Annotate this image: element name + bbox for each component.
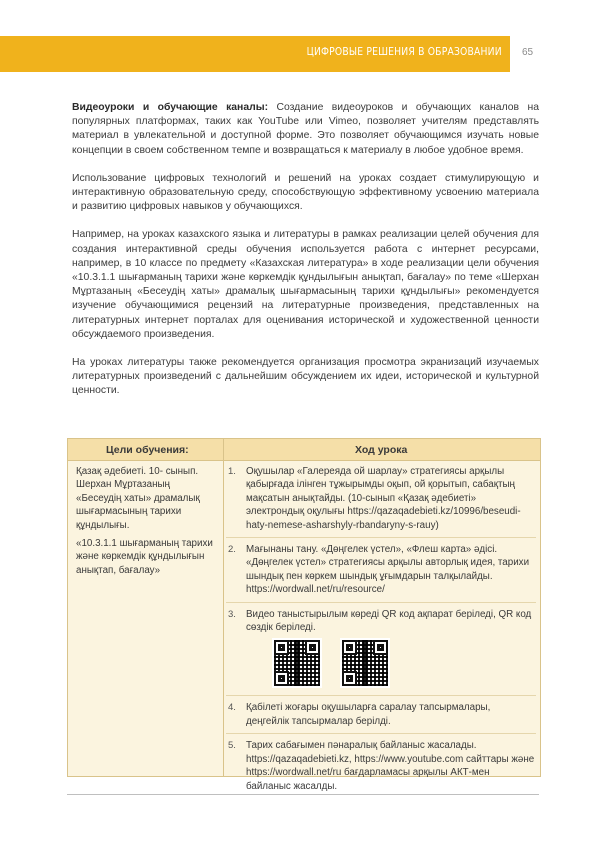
main-content xyxy=(72,101,539,413)
lesson-step xyxy=(226,543,536,597)
qr-finder-mark xyxy=(373,640,388,655)
step-text: Қабілеті жоғары оқушыларға саралау тапсырмалары, деңгейлік тапсырмалар берілді. xyxy=(246,702,491,727)
paragraph-lead: Видеоуроки и обучающие каналы: xyxy=(72,102,269,113)
step-number: 3. xyxy=(228,608,236,620)
step-text: Мағынаны тану. «Дөңгелек үстел», «Флеш карта» әдісі. «Дөңгелек үстел» стратегиясы арқылы авторлық идея, тарихи шындық пен көркем шындық ұғымдарын талқылайды. https://wordwall.net/ru/resource/ xyxy=(246,544,530,596)
lesson-table xyxy=(67,438,541,792)
step-divider xyxy=(226,537,536,538)
paragraph-digital-technologies: Использование цифровых технологий и решений на уроках создает стимулирующую и интерактивную образовательную среду, способствующую эффективному усвоению материала и развитию цифровых навыков у обучающихся. xyxy=(72,172,539,213)
header-title: ЦИФРОВЫЕ РЕШЕНИЯ В ОБРАЗОВАНИИ xyxy=(306,46,502,58)
page-number: 65 xyxy=(522,47,534,58)
footer-rule xyxy=(67,794,539,795)
table-row-divider xyxy=(68,460,540,461)
step-text: Видео таныстырылым көреді QR код ақпарат беріледі, QR код сөздік беріледі. xyxy=(246,608,532,634)
goals-cell xyxy=(76,465,214,582)
paragraph-literature-lessons: На уроках литературы также рекомендуется организация просмотра экранизаций изучаемых литературных произведений с дальнейшим обсуждением их идеи, исторической и культурной ценности. xyxy=(72,357,539,397)
qr-code-dictionary xyxy=(340,638,390,688)
lesson-step xyxy=(226,608,536,635)
step-divider xyxy=(226,695,536,696)
qr-codes xyxy=(226,638,536,690)
step-text: Тарих сабағымен пәнаралық байланыс жасалады. https://qazaqadebieti.kz, https://www.youtube.com сайттары және https://wordwall.net/ru бағдарламасы арқылы АКТ-мен байланыс жасалды. xyxy=(246,740,535,792)
lesson-step xyxy=(226,739,536,793)
step-number: 4. xyxy=(228,702,236,714)
qr-finder-mark xyxy=(274,671,289,686)
qr-finder-mark xyxy=(274,640,289,655)
qr-code-video xyxy=(272,638,322,688)
step-number: 2. xyxy=(228,544,236,556)
table-header xyxy=(68,439,540,460)
table-header-goals: Цели обучения: xyxy=(106,444,189,456)
paragraph-text: Создание видеоуроков и обучающих каналов на популярных платформах, таких как YouTube или Vimeo, позволяет учителям представлять материал в увлекательной и доступной форме. Это позволяет обучающимся изучать новые концепции в своем собственном темпе и возвращаться к материалу в любое удобное время. xyxy=(72,102,539,156)
step-number: 5. xyxy=(228,740,236,752)
lesson-step xyxy=(226,465,536,532)
step-text: Оқушылар «Галереяда ой шарлау» стратегиясы арқылы қабырғада ілінген тұжырымды оқып, ой қорытып, сабақтың мақсатын анықтайды. (10-сынып «Қазақ әдебиеті» электрондық оқулығы https://qazaqadebieti.kz/10996/beseudi-haty-nemese-asharshyly-rbandaryny-s-rauy) xyxy=(246,466,521,531)
paragraph-example: Например, на уроках казахского языка и литературы в рамках реализации целей обучения для создания интерактивной среды обучения используется работа с интернет ресурсами, например, в 10 классе по предмету «Казахская литература» в ходе реализации цели обучения «10.3.1.1 шығарманың тарихи және көркемдік құндылығын анықтап, бағалау» по теме «Шерхан Мұртазаның «Бесеудің хаты» драмалық шығармасының тарихи құндылығы» рекомендуется изучение обучающимися рецензий на литературные произведения, представленных на литературных интернет порталах для оценивания исторической и художественной ценности обсуждаемого произведения. xyxy=(72,229,539,340)
goals-objective: «10.3.1.1 шығарманың тарихи және көркемдік құндылығын анықтап, бағалау» xyxy=(76,538,213,576)
header-bar xyxy=(0,36,510,72)
qr-finder-mark xyxy=(342,671,357,686)
table-header-lesson: Ход урока xyxy=(355,444,408,456)
table-column-divider xyxy=(223,439,224,776)
qr-finder-mark xyxy=(342,640,357,655)
goals-topic: Қазақ әдебиеті. 10- сынып. Шерхан Мұртазаның «Бесеудің хаты» драмалық шығармасының тарихи құндылығы. xyxy=(76,466,200,531)
paragraph-video-lessons xyxy=(72,101,539,158)
step-number: 1. xyxy=(228,466,236,477)
lesson-steps xyxy=(226,465,536,793)
qr-finder-mark xyxy=(305,640,320,655)
step-divider xyxy=(226,602,536,603)
lesson-step xyxy=(226,701,536,728)
step-divider xyxy=(226,733,536,734)
